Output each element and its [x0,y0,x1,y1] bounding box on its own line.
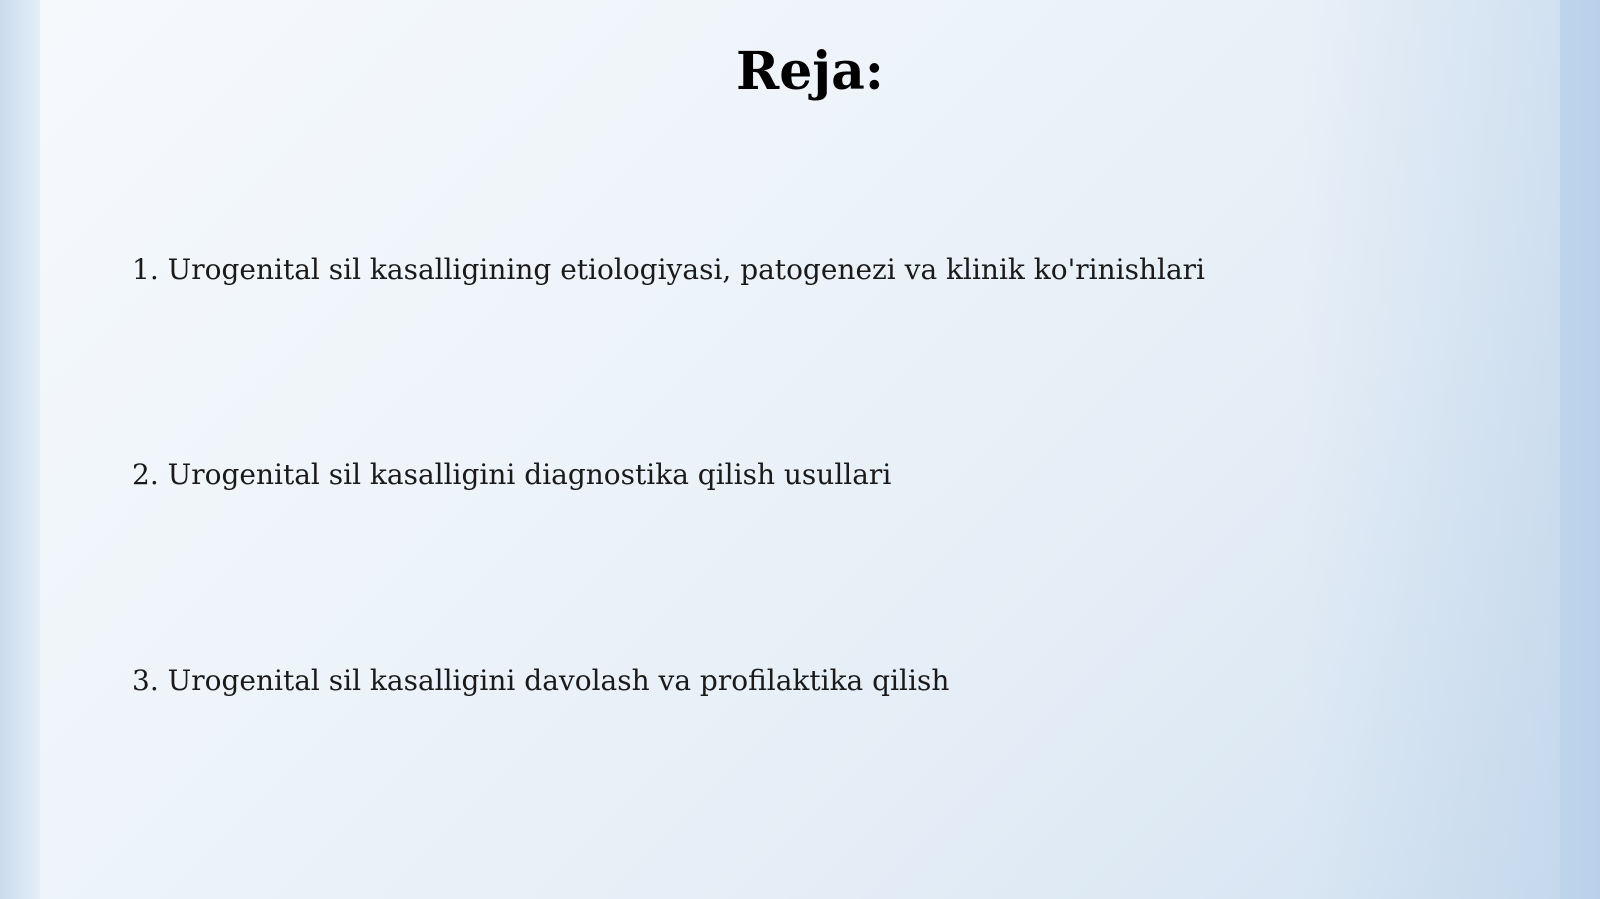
plan-item-3: 3. Urogenital sil kasalligini davolash va profilaktika qilish [132,664,950,697]
slide-title: Reja: [735,41,884,102]
plan-item-1: 1. Urogenital sil kasalligining etiologiyasi, patogenezi va klinik ko'rinishlari [132,253,1206,286]
slide [40,0,1560,899]
plan-item-2: 2. Urogenital sil kasalligini diagnostika qilish usullari [132,458,892,491]
